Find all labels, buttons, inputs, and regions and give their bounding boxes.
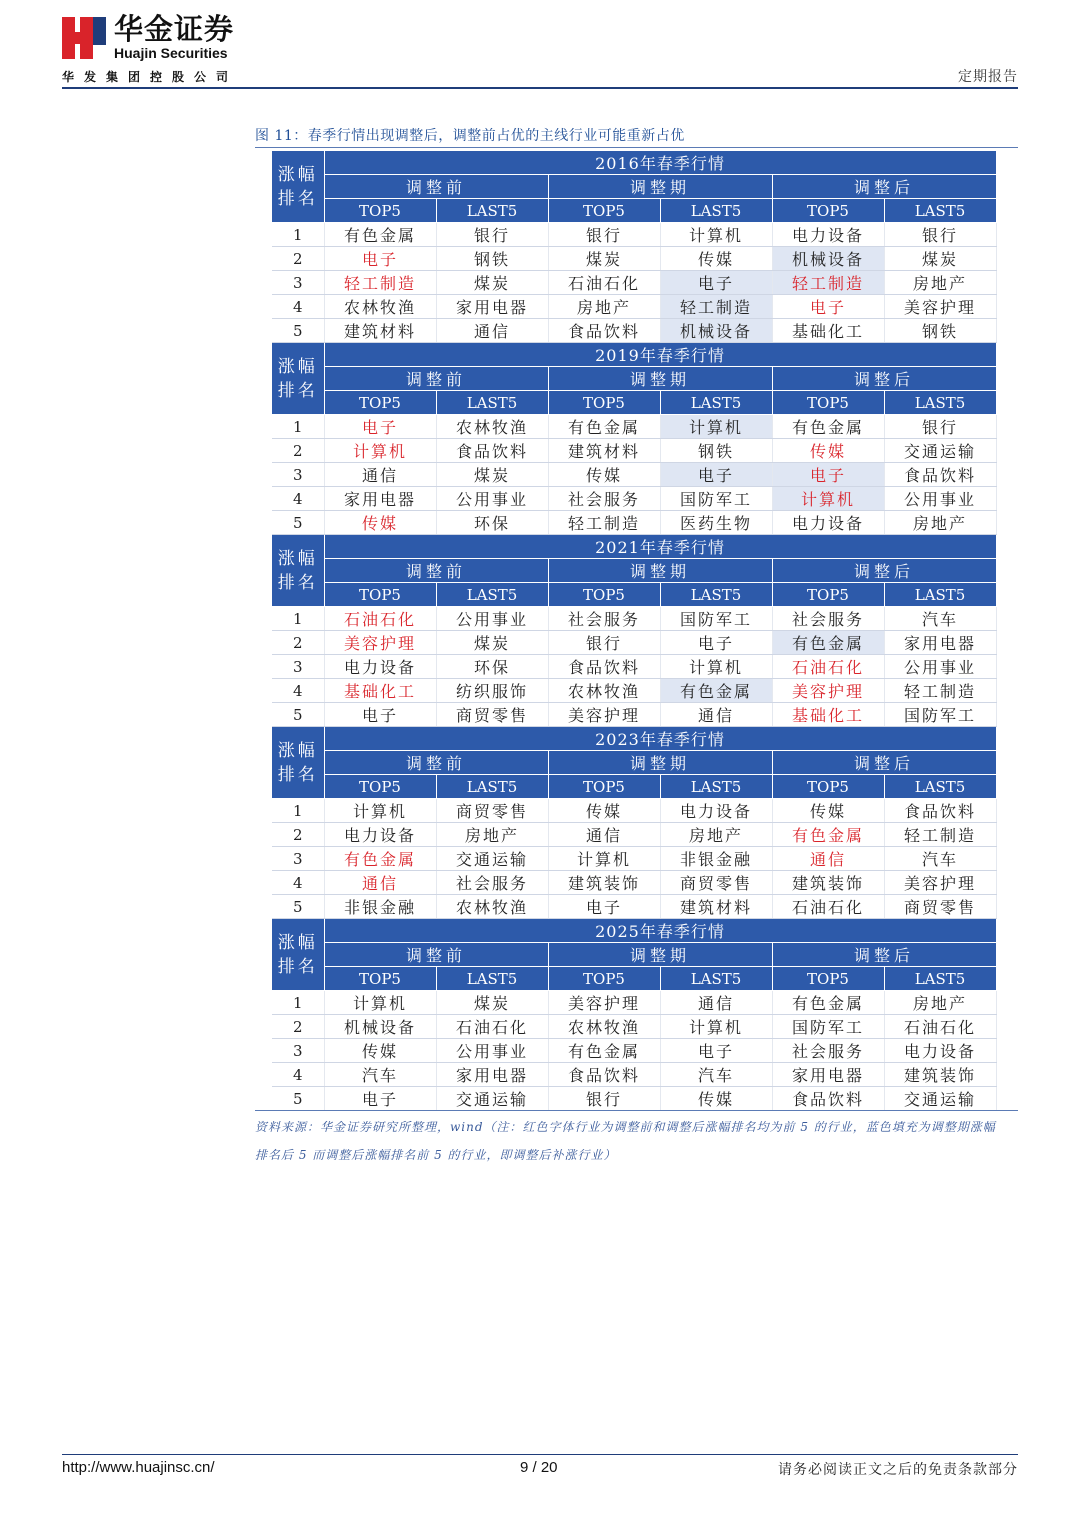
rank-number: 1 <box>272 799 324 823</box>
company-logo <box>62 13 252 63</box>
industry-cell: 通信 <box>324 463 436 487</box>
industry-cell: 通信 <box>660 703 772 727</box>
rank-number: 2 <box>272 631 324 655</box>
industry-cell: 传媒 <box>772 799 884 823</box>
industry-cell: 轻工制造 <box>548 511 660 535</box>
last5-label: LAST5 <box>436 391 548 415</box>
industry-cell: 有色金属 <box>660 679 772 703</box>
top5-label: TOP5 <box>324 583 436 607</box>
top5-label: TOP5 <box>772 391 884 415</box>
table-row <box>272 679 996 703</box>
table-row <box>272 511 996 535</box>
industry-cell: 电力设备 <box>884 1039 996 1063</box>
industry-ranking-table <box>272 151 997 1111</box>
phase-header-row <box>272 175 996 199</box>
industry-cell: 有色金属 <box>772 823 884 847</box>
top5-label: TOP5 <box>324 967 436 991</box>
industry-cell: 电子 <box>324 415 436 439</box>
industry-cell: 传媒 <box>548 463 660 487</box>
table-row <box>272 487 996 511</box>
top5-label: TOP5 <box>324 391 436 415</box>
section-year-label: 2025年春季行情 <box>324 919 996 943</box>
header-divider <box>62 87 1018 89</box>
industry-cell: 家用电器 <box>772 1063 884 1087</box>
rank-number: 4 <box>272 871 324 895</box>
top5-label: TOP5 <box>548 199 660 223</box>
section-header-row <box>272 919 996 943</box>
industry-cell: 计算机 <box>660 655 772 679</box>
last5-label: LAST5 <box>436 967 548 991</box>
table-row <box>272 247 996 271</box>
source-note-line1: 资料来源：华金证券研究所整理，wind（注：红色字体行业为调整前和调整后涨幅排名均为前 5 的行业，蓝色填充为调整期涨幅 <box>255 1120 996 1134</box>
table-row <box>272 319 996 343</box>
table-row <box>272 271 996 295</box>
top5-label: TOP5 <box>772 583 884 607</box>
rank-number: 5 <box>272 1087 324 1111</box>
industry-cell: 有色金属 <box>772 991 884 1015</box>
industry-cell: 建筑装饰 <box>772 871 884 895</box>
industry-cell: 电子 <box>548 895 660 919</box>
rank-number: 4 <box>272 1063 324 1087</box>
last5-label: LAST5 <box>660 199 772 223</box>
phase-label: 调整后 <box>772 559 996 583</box>
last5-label: LAST5 <box>884 583 996 607</box>
industry-cell: 基础化工 <box>324 679 436 703</box>
industry-cell: 环保 <box>436 511 548 535</box>
industry-cell: 银行 <box>548 1087 660 1111</box>
rank-number: 1 <box>272 607 324 631</box>
logo-english-name: Huajin Securities <box>114 45 228 61</box>
logo-subtitle: 华发集团控股公司 <box>62 70 239 84</box>
industry-cell: 公用事业 <box>884 655 996 679</box>
industry-cell: 房地产 <box>884 271 996 295</box>
industry-cell: 农林牧渔 <box>324 295 436 319</box>
phase-label: 调整期 <box>548 367 772 391</box>
industry-cell: 煤炭 <box>884 247 996 271</box>
last5-label: LAST5 <box>436 199 548 223</box>
industry-cell: 非银金融 <box>324 895 436 919</box>
section-header-row <box>272 727 996 751</box>
table-row <box>272 1015 996 1039</box>
table-row <box>272 631 996 655</box>
industry-cell: 石油石化 <box>548 271 660 295</box>
phase-label: 调整期 <box>548 943 772 967</box>
industry-cell: 计算机 <box>660 415 772 439</box>
industry-cell: 农林牧渔 <box>436 415 548 439</box>
industry-cell: 轻工制造 <box>884 679 996 703</box>
last5-label: LAST5 <box>660 775 772 799</box>
industry-cell: 钢铁 <box>884 319 996 343</box>
phase-label: 调整后 <box>772 751 996 775</box>
industry-cell: 食品饮料 <box>772 1087 884 1111</box>
industry-cell: 社会服务 <box>772 607 884 631</box>
table-row <box>272 991 996 1015</box>
industry-cell: 建筑装饰 <box>548 871 660 895</box>
industry-cell: 煤炭 <box>436 463 548 487</box>
industry-cell: 煤炭 <box>548 247 660 271</box>
industry-cell: 房地产 <box>884 991 996 1015</box>
document-type: 定期报告 <box>958 69 1018 85</box>
top5-label: TOP5 <box>548 775 660 799</box>
industry-cell: 食品饮料 <box>548 1063 660 1087</box>
logo-chinese-name: 华金证券 <box>114 12 235 46</box>
industry-cell: 电力设备 <box>324 655 436 679</box>
industry-cell: 食品饮料 <box>884 799 996 823</box>
rank-number: 5 <box>272 703 324 727</box>
phase-label: 调整前 <box>324 367 548 391</box>
industry-cell: 国防军工 <box>772 1015 884 1039</box>
industry-cell: 石油石化 <box>772 655 884 679</box>
top5-label: TOP5 <box>772 967 884 991</box>
industry-cell: 银行 <box>548 223 660 247</box>
industry-cell: 计算机 <box>324 439 436 463</box>
industry-cell: 农林牧渔 <box>436 895 548 919</box>
industry-cell: 环保 <box>436 655 548 679</box>
industry-cell: 传媒 <box>324 511 436 535</box>
rank-number: 2 <box>272 247 324 271</box>
top5-label: TOP5 <box>548 391 660 415</box>
industry-cell: 农林牧渔 <box>548 679 660 703</box>
industry-cell: 电子 <box>660 1039 772 1063</box>
phase-label: 调整期 <box>548 175 772 199</box>
industry-cell: 传媒 <box>548 799 660 823</box>
industry-cell: 公用事业 <box>884 487 996 511</box>
figure-title-divider <box>255 147 1018 148</box>
industry-cell: 电子 <box>660 463 772 487</box>
industry-cell: 轻工制造 <box>324 271 436 295</box>
industry-cell: 社会服务 <box>436 871 548 895</box>
industry-cell: 食品饮料 <box>548 319 660 343</box>
industry-cell: 计算机 <box>660 223 772 247</box>
industry-cell: 有色金属 <box>548 415 660 439</box>
industry-cell: 计算机 <box>324 991 436 1015</box>
industry-cell: 食品饮料 <box>884 463 996 487</box>
top-last-header-row <box>272 967 996 991</box>
industry-cell: 美容护理 <box>548 991 660 1015</box>
industry-cell: 食品饮料 <box>436 439 548 463</box>
industry-cell: 社会服务 <box>772 1039 884 1063</box>
industry-cell: 公用事业 <box>436 1039 548 1063</box>
table-row <box>272 1039 996 1063</box>
industry-cell: 房地产 <box>660 823 772 847</box>
rank-column-header: 涨幅排名 <box>272 919 324 991</box>
industry-cell: 电子 <box>660 271 772 295</box>
industry-cell: 轻工制造 <box>884 823 996 847</box>
rank-column-header: 涨幅排名 <box>272 343 324 415</box>
table-row <box>272 1063 996 1087</box>
figure-title: 图 11：春季行情出现调整后，调整前占优的主线行业可能重新占优 <box>255 128 685 144</box>
industry-cell: 交通运输 <box>436 1087 548 1111</box>
section-year-label: 2023年春季行情 <box>324 727 996 751</box>
rank-number: 2 <box>272 823 324 847</box>
industry-cell: 汽车 <box>884 847 996 871</box>
industry-cell: 美容护理 <box>772 679 884 703</box>
industry-cell: 房地产 <box>548 295 660 319</box>
last5-label: LAST5 <box>436 775 548 799</box>
rank-column-header: 涨幅排名 <box>272 535 324 607</box>
rank-number: 5 <box>272 511 324 535</box>
industry-cell: 国防军工 <box>660 607 772 631</box>
industry-cell: 汽车 <box>884 607 996 631</box>
rank-number: 4 <box>272 487 324 511</box>
industry-cell: 石油石化 <box>324 607 436 631</box>
section-header-row <box>272 151 996 175</box>
industry-cell: 建筑材料 <box>324 319 436 343</box>
phase-label: 调整前 <box>324 751 548 775</box>
industry-cell: 银行 <box>884 223 996 247</box>
industry-cell: 家用电器 <box>436 1063 548 1087</box>
section-year-label: 2021年春季行情 <box>324 535 996 559</box>
table-row <box>272 1087 996 1111</box>
industry-cell: 商贸零售 <box>436 799 548 823</box>
industry-cell: 计算机 <box>548 847 660 871</box>
phase-label: 调整后 <box>772 367 996 391</box>
rank-number: 3 <box>272 655 324 679</box>
top5-label: TOP5 <box>772 775 884 799</box>
table-row <box>272 895 996 919</box>
industry-cell: 基础化工 <box>772 319 884 343</box>
industry-cell: 通信 <box>436 319 548 343</box>
table-row <box>272 799 996 823</box>
industry-cell: 电子 <box>660 631 772 655</box>
rank-number: 5 <box>272 319 324 343</box>
source-divider <box>255 1110 1018 1111</box>
industry-cell: 社会服务 <box>548 487 660 511</box>
rank-number: 4 <box>272 679 324 703</box>
rank-column-header: 涨幅排名 <box>272 151 324 223</box>
phase-label: 调整前 <box>324 943 548 967</box>
industry-cell: 有色金属 <box>324 223 436 247</box>
table-row <box>272 463 996 487</box>
top-last-header-row <box>272 775 996 799</box>
industry-cell: 通信 <box>772 847 884 871</box>
table-row <box>272 655 996 679</box>
industry-cell: 机械设备 <box>660 319 772 343</box>
industry-cell: 电子 <box>772 295 884 319</box>
industry-cell: 计算机 <box>772 487 884 511</box>
page-number: 9 / 20 <box>520 1459 558 1476</box>
industry-cell: 银行 <box>436 223 548 247</box>
phase-label: 调整期 <box>548 559 772 583</box>
industry-cell: 传媒 <box>660 247 772 271</box>
top5-label: TOP5 <box>772 199 884 223</box>
industry-cell: 社会服务 <box>548 607 660 631</box>
industry-cell: 传媒 <box>772 439 884 463</box>
table-row <box>272 847 996 871</box>
top-last-header-row <box>272 199 996 223</box>
industry-cell: 家用电器 <box>324 487 436 511</box>
industry-cell: 汽车 <box>324 1063 436 1087</box>
phase-header-row <box>272 367 996 391</box>
industry-cell: 钢铁 <box>436 247 548 271</box>
industry-cell: 轻工制造 <box>772 271 884 295</box>
last5-label: LAST5 <box>884 199 996 223</box>
industry-cell: 有色金属 <box>772 415 884 439</box>
industry-cell: 美容护理 <box>324 631 436 655</box>
table-row <box>272 871 996 895</box>
industry-cell: 家用电器 <box>884 631 996 655</box>
industry-cell: 电子 <box>772 463 884 487</box>
industry-cell: 电子 <box>324 247 436 271</box>
rank-number: 2 <box>272 1015 324 1039</box>
rank-column-header: 涨幅排名 <box>272 727 324 799</box>
rank-number: 1 <box>272 415 324 439</box>
phase-label: 调整后 <box>772 175 996 199</box>
table-row <box>272 223 996 247</box>
industry-cell: 食品饮料 <box>548 655 660 679</box>
industry-cell: 钢铁 <box>660 439 772 463</box>
industry-cell: 美容护理 <box>884 871 996 895</box>
industry-cell: 美容护理 <box>884 295 996 319</box>
phase-label: 调整期 <box>548 751 772 775</box>
industry-cell: 交通运输 <box>436 847 548 871</box>
industry-cell: 电子 <box>324 703 436 727</box>
last5-label: LAST5 <box>660 583 772 607</box>
table-row <box>272 823 996 847</box>
section-year-label: 2016年春季行情 <box>324 151 996 175</box>
last5-label: LAST5 <box>884 391 996 415</box>
rank-number: 3 <box>272 1039 324 1063</box>
industry-cell: 建筑材料 <box>660 895 772 919</box>
industry-cell: 机械设备 <box>324 1015 436 1039</box>
industry-cell: 房地产 <box>884 511 996 535</box>
section-header-row <box>272 343 996 367</box>
industry-cell: 通信 <box>548 823 660 847</box>
phase-header-row <box>272 751 996 775</box>
phase-label: 调整后 <box>772 943 996 967</box>
footer-website-link[interactable]: http://www.huajinsc.cn/ <box>62 1459 215 1476</box>
industry-cell: 石油石化 <box>436 1015 548 1039</box>
industry-cell: 公用事业 <box>436 607 548 631</box>
industry-cell: 电力设备 <box>660 799 772 823</box>
industry-cell: 石油石化 <box>884 1015 996 1039</box>
industry-cell: 建筑材料 <box>548 439 660 463</box>
top-last-header-row <box>272 391 996 415</box>
industry-cell: 商贸零售 <box>436 703 548 727</box>
industry-cell: 机械设备 <box>772 247 884 271</box>
industry-cell: 交通运输 <box>884 1087 996 1111</box>
industry-cell: 煤炭 <box>436 271 548 295</box>
last5-label: LAST5 <box>436 583 548 607</box>
industry-cell: 计算机 <box>660 1015 772 1039</box>
industry-cell: 通信 <box>660 991 772 1015</box>
top5-label: TOP5 <box>324 199 436 223</box>
table-row <box>272 703 996 727</box>
industry-cell: 电力设备 <box>772 511 884 535</box>
industry-cell: 有色金属 <box>772 631 884 655</box>
rank-number: 1 <box>272 223 324 247</box>
industry-cell: 交通运输 <box>884 439 996 463</box>
industry-cell: 有色金属 <box>324 847 436 871</box>
table-row <box>272 415 996 439</box>
rank-number: 2 <box>272 439 324 463</box>
section-header-row <box>272 535 996 559</box>
industry-cell: 基础化工 <box>772 703 884 727</box>
industry-cell: 煤炭 <box>436 631 548 655</box>
industry-cell: 电力设备 <box>772 223 884 247</box>
industry-cell: 计算机 <box>324 799 436 823</box>
industry-cell: 银行 <box>548 631 660 655</box>
rank-number: 5 <box>272 895 324 919</box>
last5-label: LAST5 <box>660 967 772 991</box>
industry-cell: 公用事业 <box>436 487 548 511</box>
industry-cell: 煤炭 <box>436 991 548 1015</box>
industry-cell: 银行 <box>884 415 996 439</box>
industry-cell: 美容护理 <box>548 703 660 727</box>
top-last-header-row <box>272 583 996 607</box>
industry-cell: 纺织服饰 <box>436 679 548 703</box>
phase-label: 调整前 <box>324 559 548 583</box>
rank-number: 1 <box>272 991 324 1015</box>
rank-number: 3 <box>272 847 324 871</box>
rank-number: 4 <box>272 295 324 319</box>
industry-cell: 非银金融 <box>660 847 772 871</box>
top5-label: TOP5 <box>548 583 660 607</box>
industry-cell: 电力设备 <box>324 823 436 847</box>
table-row <box>272 439 996 463</box>
industry-cell: 电子 <box>324 1087 436 1111</box>
footer-disclaimer-note: 请务必阅读正文之后的免责条款部分 <box>778 1462 1018 1478</box>
phase-label: 调整前 <box>324 175 548 199</box>
industry-cell: 房地产 <box>436 823 548 847</box>
industry-cell: 家用电器 <box>436 295 548 319</box>
industry-cell: 商贸零售 <box>884 895 996 919</box>
table-row <box>272 295 996 319</box>
last5-label: LAST5 <box>884 967 996 991</box>
source-note-line2: 排名后 5 而调整后涨幅排名前 5 的行业，即调整后补涨行业） <box>255 1148 617 1162</box>
industry-cell: 商贸零售 <box>660 871 772 895</box>
industry-cell: 汽车 <box>660 1063 772 1087</box>
logo-mark-icon <box>62 15 108 61</box>
industry-cell: 传媒 <box>660 1087 772 1111</box>
industry-cell: 传媒 <box>324 1039 436 1063</box>
last5-label: LAST5 <box>660 391 772 415</box>
rank-number: 3 <box>272 463 324 487</box>
industry-cell: 通信 <box>324 871 436 895</box>
industry-cell: 医药生物 <box>660 511 772 535</box>
table-row <box>272 607 996 631</box>
industry-cell: 有色金属 <box>548 1039 660 1063</box>
phase-header-row <box>272 943 996 967</box>
top5-label: TOP5 <box>548 967 660 991</box>
industry-cell: 国防军工 <box>660 487 772 511</box>
industry-cell: 农林牧渔 <box>548 1015 660 1039</box>
top5-label: TOP5 <box>324 775 436 799</box>
industry-cell: 石油石化 <box>772 895 884 919</box>
industry-cell: 轻工制造 <box>660 295 772 319</box>
last5-label: LAST5 <box>884 775 996 799</box>
industry-cell: 建筑装饰 <box>884 1063 996 1087</box>
phase-header-row <box>272 559 996 583</box>
rank-number: 3 <box>272 271 324 295</box>
footer-divider <box>62 1454 1018 1455</box>
industry-cell: 国防军工 <box>884 703 996 727</box>
section-year-label: 2019年春季行情 <box>324 343 996 367</box>
